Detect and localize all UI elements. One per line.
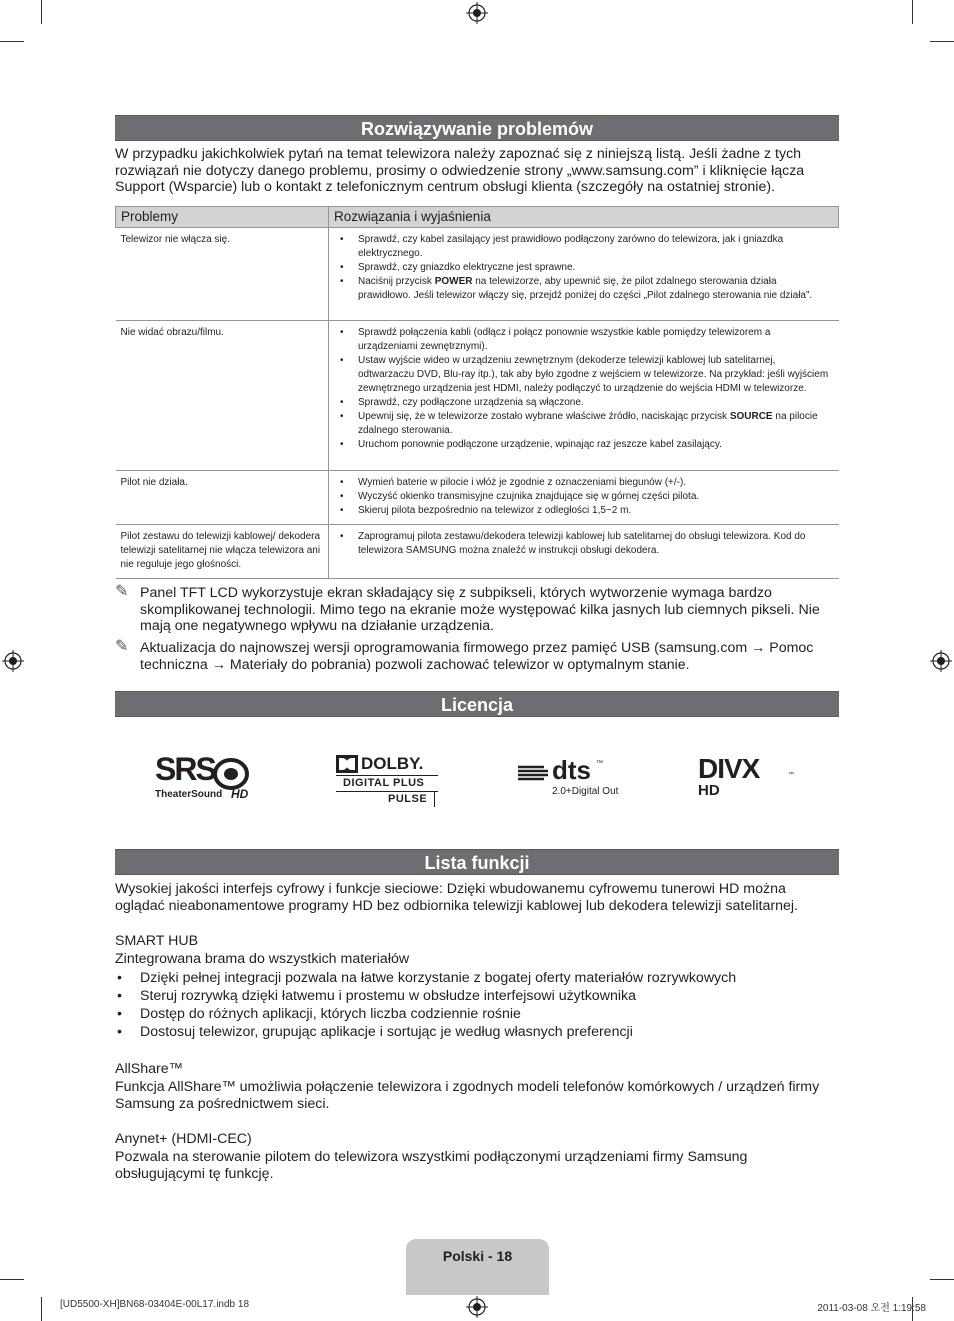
solution-item: • Wymień baterie w pilocie i włóż je zgodnie z oznaczeniami biegunów (+/-). [337, 476, 831, 490]
column-header-solutions: Rozwiązania i wyjaśnienia [329, 207, 839, 228]
table-row [116, 228, 839, 321]
solution-cell [329, 525, 839, 579]
dolby-wordmark: DOLBY. [361, 754, 424, 773]
crop-mark [912, 0, 913, 24]
allshare-description: Funkcja AllShare™ umożliwia połączenie telewizora i zgodnych modeli telefonów komórkowych / urządzeń firmy Samsung za pośrednictwem sieci. [115, 1079, 820, 1112]
pencil-icon: ✎ [115, 638, 129, 655]
power-button-label: POWER [434, 276, 473, 287]
problem-cell: Telewizor nie włącza się. [116, 228, 329, 321]
divx-hd-logo [698, 753, 798, 800]
problem-cell: Nie widać obrazu/filmu. [116, 321, 329, 471]
crop-mark [0, 1279, 24, 1280]
srs-circle-icon [213, 758, 249, 790]
solution-item: • Naciśnij przycisk POWER na telewizorze, aby upewnić się, że pilot zdalnego sterowania działa prawidłowo. Jeśli telewizor włączy się, przejdź poniżej do części „Pilot zdalnego sterowania nie działa”. [337, 275, 831, 303]
source-button-label: SOURCE [729, 411, 773, 422]
table-row [116, 471, 839, 525]
registration-mark-icon [466, 2, 488, 24]
dolby-pulse: PULSE [388, 793, 428, 805]
srs-theatersound-hd-logo [155, 751, 265, 802]
note-text: Aktualizacja do najnowszej wersji oprogramowania firmowego przez pamięć USB (samsung.com → Pomoc techniczna → Materiały do pobrania) pozwoli zachować telewizor w optymalnym stanie. [140, 640, 814, 673]
registration-mark-icon [2, 650, 24, 672]
srs-theatersound: TheaterSound [155, 789, 223, 800]
solution-cell [329, 471, 839, 525]
dts-trademark: ™ [596, 760, 603, 767]
allshare-heading: AllShare™ [115, 1061, 183, 1077]
troubleshooting-intro: W przypadku jakichkolwiek pytań na temat telewizora należy zapoznać się z niniejszą listą. Jeśli żadne z tych rozwiązań nie dotyczy danego problemu, prosimy o odwiedzenie strony „www.samsung.com” i kliknięcie łącza Support (Wsparcie) lub o kontakt z telefonicznym centrum obsługi klienta (szczegóły na ostatniej stronie). [115, 146, 805, 195]
solution-item: • Zaprogramuj pilota zestawu/dekodera telewizji kablowej lub satelitarnej do obsługi telewizora. Kod do telewizora SAMSUNG można znaleźć w instrukcji obsługi dekodera. [337, 530, 831, 558]
page-number: Polski - 18 [406, 1239, 549, 1295]
smart-hub-description: Zintegrowana brama do wszystkich materiałów [115, 951, 410, 967]
divx-hd: HD [698, 782, 720, 799]
list-item: • Dostosuj telewizor, grupując aplikacje i sortując je według własnych preferencji [115, 1023, 839, 1041]
list-item: • Steruj rozrywką dzięki łatwemu i prostemu w obsłudze interfejsowi użytkownika [115, 987, 839, 1005]
dolby-digital-plus-pulse-logo [336, 755, 438, 807]
dts-wordmark: dts [552, 755, 591, 785]
solution-cell [329, 321, 839, 471]
solution-item: • Sprawdź, czy podłączone urządzenia są włączone. [337, 396, 831, 410]
dts-digital-out: 2.0+Digital Out [552, 786, 619, 797]
solution-item: • Sprawdź połączenia kabli (odłącz i połącz ponownie wszystkie kable pomiędzy telewizorem a urządzeniami zewnętrznymi). [337, 326, 831, 354]
troubleshooting-table [115, 206, 839, 579]
solution-item: • Sprawdź, czy kabel zasilający jest prawidłowo podłączony zarówno do telewizora, jak i gniazdka elektrycznego. [337, 233, 831, 261]
table-header-row [116, 207, 839, 228]
solution-item: • Ustaw wyjście wideo w urządzeniu zewnętrznym (dekoderze telewizji kablowej lub satelitarnej, odtwarzaczu DVD, Blu-ray itp.), tak aby było zgodne z wejściem w telewizorze. Na przykład: jeśli wyjściem zewnętrznego urządzenia jest HDMI, należy podłączyć to urządzenie do wejścia HDMI w telewizorze. [337, 354, 831, 396]
features-intro: Wysokiej jakości interfejs cyfrowy i funkcje sieciowe: Dzięki wbudowanemu cyfrowemu tunerowi HD można oglądać nieabonamentowe programy HD bez odbiornika telewizji kablowej lub dekodera telewizji satelitarnej. [115, 881, 798, 914]
solution-item: • Wyczyść okienko transmisyjne czujnika znajdujące się w górnej części pilota. [337, 490, 831, 504]
table-row [116, 321, 839, 471]
features-title: Lista funkcji [115, 849, 839, 875]
footer-file-info: [UD5500-XH]BN68-03404E-00L17.indb 18 [60, 1299, 250, 1310]
dts-swoosh-icon [516, 763, 550, 783]
dolby-double-d-icon [336, 755, 358, 773]
dts-digital-out-logo [516, 755, 626, 800]
table-row [116, 525, 839, 579]
registration-mark-icon [930, 650, 952, 672]
crop-mark [930, 1279, 954, 1280]
column-header-problems: Problemy [116, 207, 329, 228]
solution-item: • Skieruj pilota bezpośrednio na telewizor z odległości 1,5~2 m. [337, 504, 831, 518]
pencil-icon: ✎ [115, 583, 129, 600]
divx-trademark: ™ [788, 772, 794, 778]
note-tft-lcd [115, 585, 839, 635]
troubleshooting-title: Rozwiązywanie problemów [115, 115, 839, 141]
crop-mark [41, 1297, 42, 1321]
smart-hub-heading: SMART HUB [115, 933, 199, 949]
solution-item: • Sprawdź, czy gniazdko elektryczne jest sprawne. [337, 261, 831, 275]
crop-mark [0, 41, 24, 42]
note-text: Panel TFT LCD wykorzystuje ekran składający się z subpikseli, których wytworzenie wymaga bardzo skomplikowanej technologii. Mimo tego na ekranie może występować kilka jasnych lub ciemnych pikseli. Nie mają one negatywnego wpływu na działanie urządzenia. [140, 585, 820, 634]
crop-mark [930, 41, 954, 42]
anynet-heading: Anynet+ (HDMI-CEC) [115, 1131, 252, 1147]
divx-wordmark: DIVX [698, 753, 760, 784]
list-item: • Dzięki pełnej integracji pozwala na łatwe korzystanie z bogatej oferty materiałów rozrywkowych [115, 969, 839, 987]
solution-item: • Uruchom ponownie podłączone urządzenie, wpinając raz jeszcze kabel zasilający. [337, 438, 831, 452]
list-item: • Dostęp do różnych aplikacji, których liczba codziennie rośnie [115, 1005, 839, 1023]
anynet-description: Pozwala na sterowanie pilotem do telewizora wszystkimi podłączonymi urządzeniami firmy Samsung obsługującymi tę funkcję. [115, 1149, 748, 1182]
smart-hub-feature-list [115, 969, 839, 1041]
license-title: Licencja [115, 691, 839, 717]
problem-cell: Pilot nie działa. [116, 471, 329, 525]
registration-mark-icon [466, 1296, 488, 1318]
footer-timestamp: 2011-03-08 오전 1:19:58 [817, 1303, 926, 1314]
srs-hd: HD [231, 787, 249, 801]
solution-cell [329, 228, 839, 321]
note-firmware [115, 640, 839, 673]
crop-mark [41, 0, 42, 24]
srs-wordmark: SRS [155, 751, 215, 787]
problem-cell: Pilot zestawu do telewizji kablowej/ dekodera telewizji satelitarnej nie włącza telewizora ani nie reguluje jego głośności. [116, 525, 329, 579]
solution-item: • Upewnij się, że w telewizorze zostało wybrane właściwe źródło, naciskając przycisk SOURCE na pilocie zdalnego sterowania. [337, 410, 831, 438]
dolby-digital-plus: DIGITAL PLUS [343, 777, 425, 789]
